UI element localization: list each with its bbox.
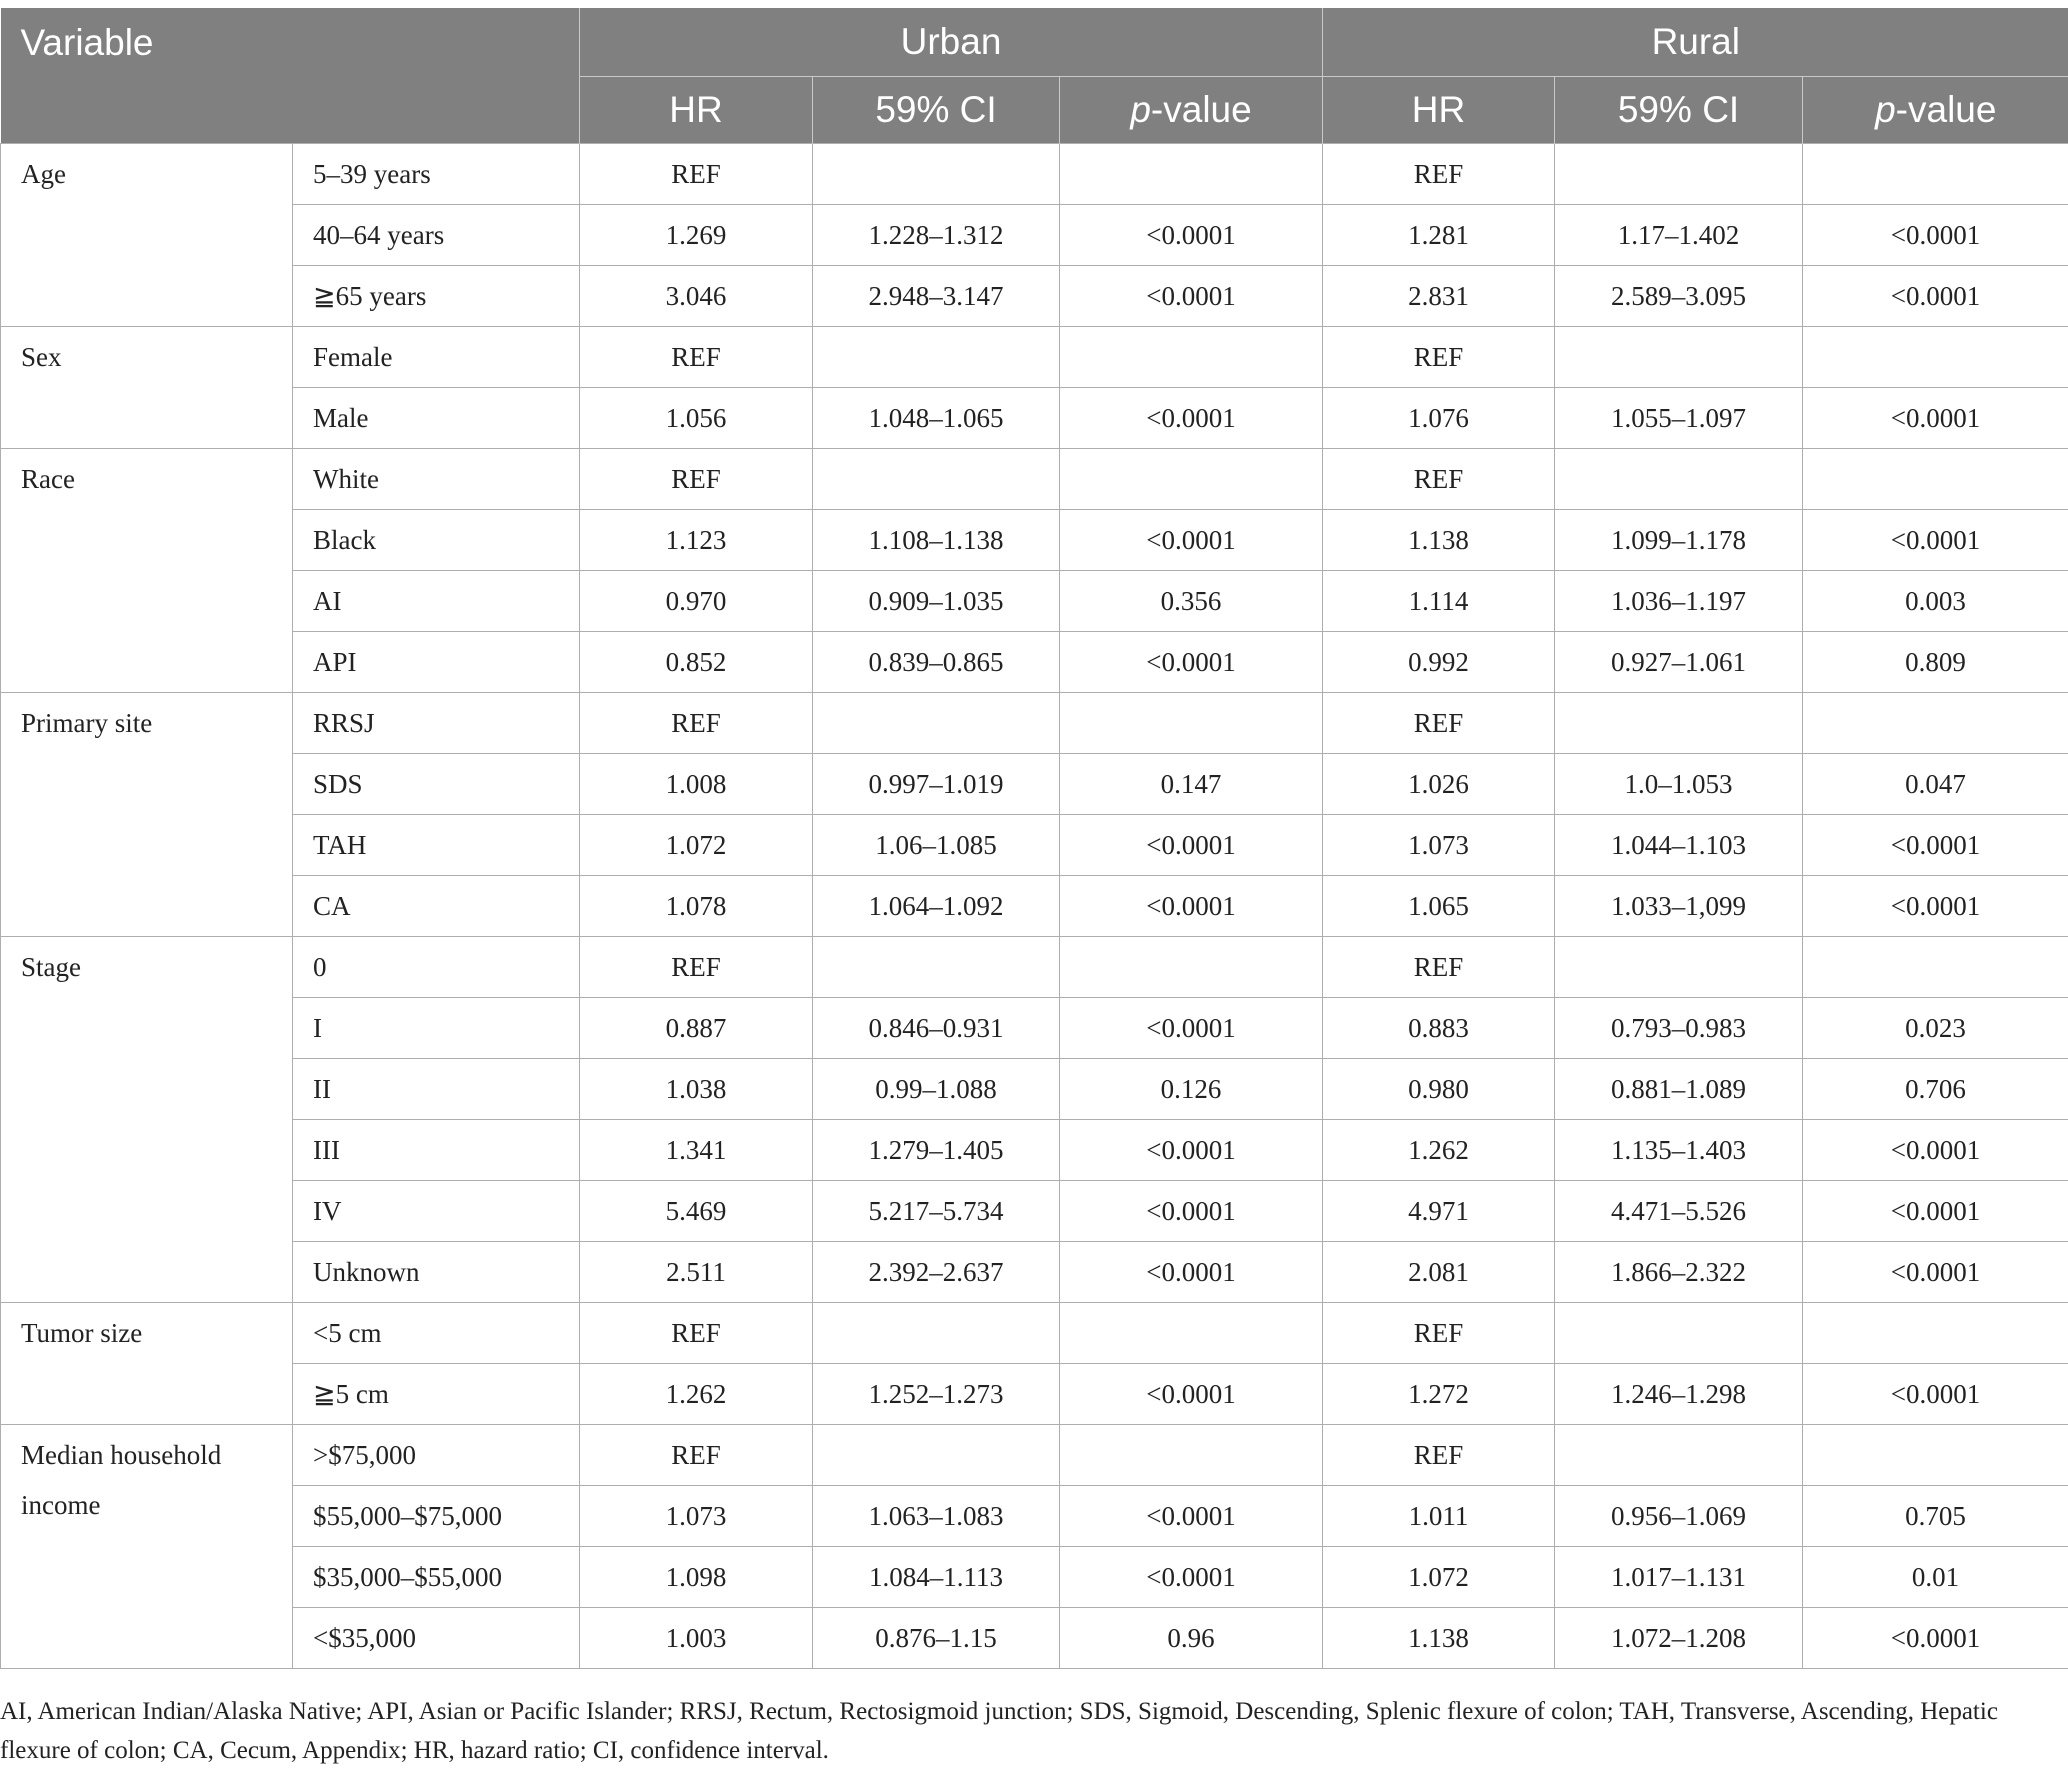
level-label: $55,000–$75,000: [293, 1486, 580, 1547]
table-row: [1, 693, 2068, 754]
rural-hr-cell: 1.262: [1323, 1120, 1555, 1181]
rural-hr-cell: 1.114: [1323, 571, 1555, 632]
rural-ci-cell: 1.0–1.053: [1555, 754, 1803, 815]
rural-ci-cell: 1.135–1.403: [1555, 1120, 1803, 1181]
variable-group-label: Sex: [1, 327, 293, 449]
urban-pvalue-cell: <0.0001: [1060, 266, 1323, 327]
rural-pvalue-cell: <0.0001: [1803, 876, 2068, 937]
urban-ci-cell: 1.084–1.113: [813, 1547, 1060, 1608]
rural-ci-cell: 1.17–1.402: [1555, 205, 1803, 266]
variable-group-label: Stage: [1, 937, 293, 1303]
table-row: [1, 571, 2068, 632]
urban-hr-cell: REF: [580, 1425, 813, 1486]
rural-pvalue-cell: 0.705: [1803, 1486, 2068, 1547]
level-label: <5 cm: [293, 1303, 580, 1364]
urban-ci-cell: 1.063–1.083: [813, 1486, 1060, 1547]
level-label: III: [293, 1120, 580, 1181]
urban-ci-cell: 0.997–1.019: [813, 754, 1060, 815]
rural-ci-cell: 0.956–1.069: [1555, 1486, 1803, 1547]
level-label: White: [293, 449, 580, 510]
rural-pvalue-cell: <0.0001: [1803, 1120, 2068, 1181]
urban-hr-cell: 1.072: [580, 815, 813, 876]
rural-pvalue-cell: <0.0001: [1803, 815, 2068, 876]
urban-pvalue-cell: <0.0001: [1060, 1242, 1323, 1303]
urban-pvalue-cell: <0.0001: [1060, 815, 1323, 876]
rural-pvalue-cell: <0.0001: [1803, 266, 2068, 327]
level-label: TAH: [293, 815, 580, 876]
urban-hr-cell: 1.003: [580, 1608, 813, 1669]
urban-ci-cell: 0.876–1.15: [813, 1608, 1060, 1669]
rural-pvalue-cell: [1803, 1425, 2068, 1486]
table-row: [1, 510, 2068, 571]
rural-ci-cell: [1555, 449, 1803, 510]
urban-pvalue-cell: [1060, 327, 1323, 388]
urban-ci-cell: 0.846–0.931: [813, 998, 1060, 1059]
p-suffix: -value: [1895, 89, 1997, 130]
rural-hr-cell: 1.281: [1323, 205, 1555, 266]
rural-pvalue-cell: [1803, 937, 2068, 998]
table-row: [1, 205, 2068, 266]
rural-hr-cell: 1.272: [1323, 1364, 1555, 1425]
rural-ci-cell: [1555, 327, 1803, 388]
level-label: CA: [293, 876, 580, 937]
level-label: SDS: [293, 754, 580, 815]
urban-hr-cell: REF: [580, 449, 813, 510]
urban-ci-cell: 0.99–1.088: [813, 1059, 1060, 1120]
urban-pvalue-cell: <0.0001: [1060, 998, 1323, 1059]
urban-hr-cell: REF: [580, 144, 813, 205]
header-variable: Variable: [1, 8, 580, 144]
urban-ci-cell: 1.279–1.405: [813, 1120, 1060, 1181]
urban-hr-cell: 0.970: [580, 571, 813, 632]
urban-hr-cell: 1.341: [580, 1120, 813, 1181]
table-row: [1, 327, 2068, 388]
header-urban-pvalue: [1060, 77, 1323, 144]
urban-ci-cell: [813, 449, 1060, 510]
rural-pvalue-cell: 0.003: [1803, 571, 2068, 632]
rural-hr-cell: REF: [1323, 449, 1555, 510]
level-label: IV: [293, 1181, 580, 1242]
rural-hr-cell: 1.026: [1323, 754, 1555, 815]
urban-pvalue-cell: 0.126: [1060, 1059, 1323, 1120]
urban-pvalue-cell: 0.96: [1060, 1608, 1323, 1669]
level-label: AI: [293, 571, 580, 632]
urban-pvalue-cell: <0.0001: [1060, 388, 1323, 449]
rural-ci-cell: 1.044–1.103: [1555, 815, 1803, 876]
level-label: ≧5 cm: [293, 1364, 580, 1425]
urban-ci-cell: 1.108–1.138: [813, 510, 1060, 571]
rural-hr-cell: 2.831: [1323, 266, 1555, 327]
rural-pvalue-cell: <0.0001: [1803, 388, 2068, 449]
urban-pvalue-cell: <0.0001: [1060, 876, 1323, 937]
table-row: [1, 1425, 2068, 1486]
rural-ci-cell: [1555, 1425, 1803, 1486]
header-rural-hr: HR: [1323, 77, 1555, 144]
rural-pvalue-cell: [1803, 144, 2068, 205]
rural-pvalue-cell: 0.047: [1803, 754, 2068, 815]
urban-hr-cell: REF: [580, 327, 813, 388]
rural-hr-cell: 0.883: [1323, 998, 1555, 1059]
rural-ci-cell: 1.033–1,099: [1555, 876, 1803, 937]
urban-hr-cell: 1.123: [580, 510, 813, 571]
rural-hr-cell: 0.980: [1323, 1059, 1555, 1120]
rural-pvalue-cell: <0.0001: [1803, 510, 2068, 571]
level-label: $35,000–$55,000: [293, 1547, 580, 1608]
urban-hr-cell: 1.056: [580, 388, 813, 449]
urban-hr-cell: 3.046: [580, 266, 813, 327]
urban-ci-cell: 1.228–1.312: [813, 205, 1060, 266]
urban-ci-cell: 0.909–1.035: [813, 571, 1060, 632]
urban-ci-cell: 2.948–3.147: [813, 266, 1060, 327]
urban-pvalue-cell: [1060, 144, 1323, 205]
table-row: [1, 1608, 2068, 1669]
urban-ci-cell: 5.217–5.734: [813, 1181, 1060, 1242]
urban-hr-cell: 0.852: [580, 632, 813, 693]
rural-hr-cell: 1.138: [1323, 1608, 1555, 1669]
urban-ci-cell: 1.252–1.273: [813, 1364, 1060, 1425]
urban-pvalue-cell: <0.0001: [1060, 1120, 1323, 1181]
variable-group-label: Primary site: [1, 693, 293, 937]
table-row: [1, 1059, 2068, 1120]
rural-hr-cell: REF: [1323, 693, 1555, 754]
table-row: [1, 1120, 2068, 1181]
header-rural-ci: 59% CI: [1555, 77, 1803, 144]
table-row: [1, 815, 2068, 876]
rural-hr-cell: REF: [1323, 144, 1555, 205]
urban-hr-cell: 1.078: [580, 876, 813, 937]
rural-hr-cell: REF: [1323, 327, 1555, 388]
rural-hr-cell: 2.081: [1323, 1242, 1555, 1303]
level-label: Male: [293, 388, 580, 449]
rural-hr-cell: 0.992: [1323, 632, 1555, 693]
table-row: [1, 1303, 2068, 1364]
urban-hr-cell: 1.073: [580, 1486, 813, 1547]
hazard-ratio-table: [0, 8, 2068, 1669]
rural-ci-cell: 1.036–1.197: [1555, 571, 1803, 632]
rural-pvalue-cell: [1803, 449, 2068, 510]
rural-pvalue-cell: [1803, 693, 2068, 754]
table-body: [1, 144, 2068, 1669]
table-row: [1, 632, 2068, 693]
table-row: [1, 1242, 2068, 1303]
rural-ci-cell: [1555, 937, 1803, 998]
level-label: 40–64 years: [293, 205, 580, 266]
rural-ci-cell: 0.881–1.089: [1555, 1059, 1803, 1120]
level-label: Female: [293, 327, 580, 388]
rural-hr-cell: 1.011: [1323, 1486, 1555, 1547]
urban-hr-cell: 1.262: [580, 1364, 813, 1425]
urban-pvalue-cell: <0.0001: [1060, 1547, 1323, 1608]
urban-hr-cell: REF: [580, 937, 813, 998]
rural-hr-cell: 4.971: [1323, 1181, 1555, 1242]
table-row: [1, 1364, 2068, 1425]
level-label: <$35,000: [293, 1608, 580, 1669]
rural-hr-cell: REF: [1323, 1303, 1555, 1364]
table-row: [1, 388, 2068, 449]
urban-pvalue-cell: [1060, 1303, 1323, 1364]
table-row: [1, 144, 2068, 205]
rural-pvalue-cell: <0.0001: [1803, 1608, 2068, 1669]
rural-ci-cell: 1.072–1.208: [1555, 1608, 1803, 1669]
header-rural: Rural: [1323, 8, 2068, 77]
urban-hr-cell: 1.269: [580, 205, 813, 266]
table-footnote: AI, American Indian/Alaska Native; API, Asian or Pacific Islander; RRSJ, Rectum, Rectosigmoid junction; SDS, Sigmoid, Descending, Splenic flexure of colon; TAH, Transverse, Ascending, Hepatic flexure of colon; CA, Cecum, Appendix; HR, hazard ratio; CI, confidence interval.: [0, 1698, 1998, 1764]
rural-ci-cell: 1.099–1.178: [1555, 510, 1803, 571]
urban-ci-cell: [813, 1303, 1060, 1364]
rural-ci-cell: 1.017–1.131: [1555, 1547, 1803, 1608]
p-italic: p: [1130, 89, 1151, 130]
rural-ci-cell: [1555, 1303, 1803, 1364]
urban-pvalue-cell: 0.147: [1060, 754, 1323, 815]
table-row: [1, 1181, 2068, 1242]
urban-hr-cell: REF: [580, 1303, 813, 1364]
urban-hr-cell: 1.038: [580, 1059, 813, 1120]
rural-hr-cell: 1.072: [1323, 1547, 1555, 1608]
urban-ci-cell: [813, 693, 1060, 754]
level-label: 5–39 years: [293, 144, 580, 205]
urban-pvalue-cell: <0.0001: [1060, 1364, 1323, 1425]
urban-ci-cell: 2.392–2.637: [813, 1242, 1060, 1303]
header-urban: Urban: [580, 8, 1323, 77]
level-label: >$75,000: [293, 1425, 580, 1486]
urban-pvalue-cell: <0.0001: [1060, 632, 1323, 693]
p-italic: p: [1875, 89, 1896, 130]
level-label: Unknown: [293, 1242, 580, 1303]
table-row: [1, 937, 2068, 998]
rural-hr-cell: REF: [1323, 1425, 1555, 1486]
urban-pvalue-cell: 0.356: [1060, 571, 1323, 632]
level-label: Black: [293, 510, 580, 571]
header-rural-pvalue: [1803, 77, 2068, 144]
rural-pvalue-cell: 0.809: [1803, 632, 2068, 693]
rural-hr-cell: 1.073: [1323, 815, 1555, 876]
rural-pvalue-cell: <0.0001: [1803, 1364, 2068, 1425]
rural-ci-cell: [1555, 144, 1803, 205]
rural-hr-cell: 1.076: [1323, 388, 1555, 449]
table-row: [1, 266, 2068, 327]
table-header: [1, 8, 2068, 144]
urban-pvalue-cell: <0.0001: [1060, 205, 1323, 266]
rural-pvalue-cell: [1803, 1303, 2068, 1364]
p-suffix: -value: [1150, 89, 1252, 130]
urban-pvalue-cell: <0.0001: [1060, 1486, 1323, 1547]
table-row: [1, 449, 2068, 510]
urban-hr-cell: REF: [580, 693, 813, 754]
urban-ci-cell: [813, 937, 1060, 998]
urban-hr-cell: 5.469: [580, 1181, 813, 1242]
urban-pvalue-cell: <0.0001: [1060, 510, 1323, 571]
urban-ci-cell: [813, 1425, 1060, 1486]
header-urban-hr: HR: [580, 77, 813, 144]
rural-ci-cell: 1.055–1.097: [1555, 388, 1803, 449]
urban-hr-cell: 2.511: [580, 1242, 813, 1303]
urban-ci-cell: 0.839–0.865: [813, 632, 1060, 693]
rural-hr-cell: 1.065: [1323, 876, 1555, 937]
variable-group-label: Age: [1, 144, 293, 327]
urban-ci-cell: [813, 144, 1060, 205]
table-row: [1, 998, 2068, 1059]
urban-hr-cell: 1.008: [580, 754, 813, 815]
urban-ci-cell: 1.064–1.092: [813, 876, 1060, 937]
level-label: II: [293, 1059, 580, 1120]
urban-pvalue-cell: [1060, 937, 1323, 998]
rural-hr-cell: REF: [1323, 937, 1555, 998]
urban-pvalue-cell: [1060, 693, 1323, 754]
header-urban-ci: 59% CI: [813, 77, 1060, 144]
rural-ci-cell: 4.471–5.526: [1555, 1181, 1803, 1242]
urban-ci-cell: [813, 327, 1060, 388]
rural-ci-cell: 1.246–1.298: [1555, 1364, 1803, 1425]
level-label: API: [293, 632, 580, 693]
urban-hr-cell: 0.887: [580, 998, 813, 1059]
rural-ci-cell: 2.589–3.095: [1555, 266, 1803, 327]
table-row: [1, 1486, 2068, 1547]
rural-pvalue-cell: 0.023: [1803, 998, 2068, 1059]
rural-pvalue-cell: <0.0001: [1803, 1181, 2068, 1242]
rural-pvalue-cell: <0.0001: [1803, 1242, 2068, 1303]
rural-pvalue-cell: 0.01: [1803, 1547, 2068, 1608]
urban-pvalue-cell: [1060, 1425, 1323, 1486]
rural-pvalue-cell: 0.706: [1803, 1059, 2068, 1120]
rural-hr-cell: 1.138: [1323, 510, 1555, 571]
urban-ci-cell: 1.06–1.085: [813, 815, 1060, 876]
level-label: I: [293, 998, 580, 1059]
urban-pvalue-cell: <0.0001: [1060, 1181, 1323, 1242]
variable-group-label: Race: [1, 449, 293, 693]
urban-hr-cell: 1.098: [580, 1547, 813, 1608]
level-label: ≧65 years: [293, 266, 580, 327]
rural-ci-cell: 0.793–0.983: [1555, 998, 1803, 1059]
rural-pvalue-cell: [1803, 327, 2068, 388]
variable-group-label: Median household income: [1, 1425, 293, 1669]
urban-ci-cell: 1.048–1.065: [813, 388, 1060, 449]
rural-ci-cell: 0.927–1.061: [1555, 632, 1803, 693]
variable-group-label: Tumor size: [1, 1303, 293, 1425]
rural-ci-cell: 1.866–2.322: [1555, 1242, 1803, 1303]
level-label: RRSJ: [293, 693, 580, 754]
table-row: [1, 876, 2068, 937]
table-row: [1, 754, 2068, 815]
rural-pvalue-cell: <0.0001: [1803, 205, 2068, 266]
level-label: 0: [293, 937, 580, 998]
table-row: [1, 1547, 2068, 1608]
rural-ci-cell: [1555, 693, 1803, 754]
urban-pvalue-cell: [1060, 449, 1323, 510]
